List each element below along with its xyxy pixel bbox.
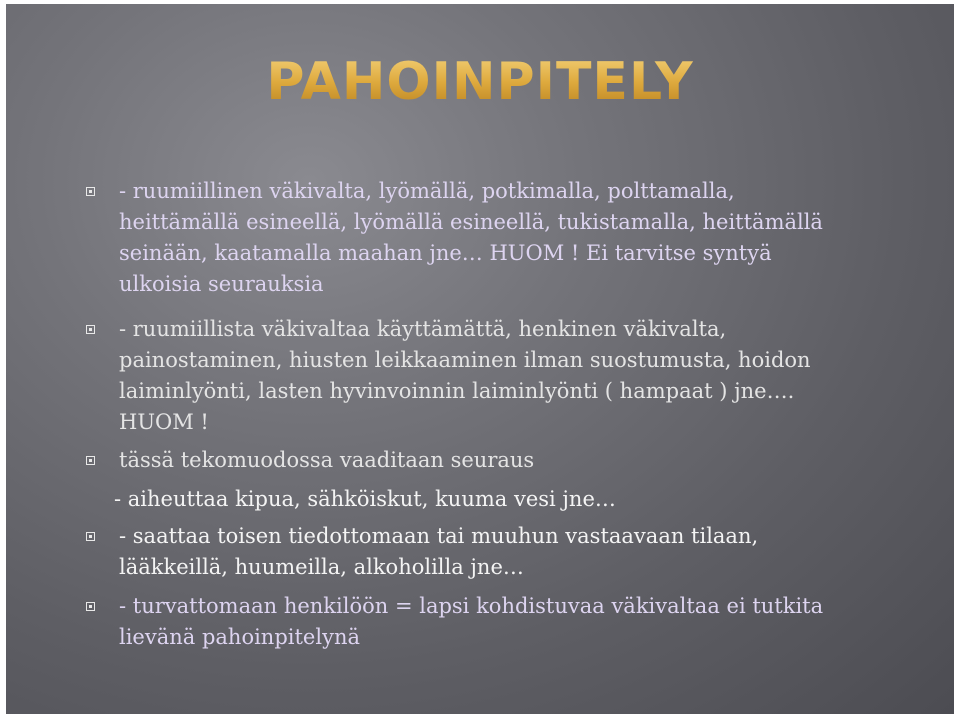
square-bullet-icon	[86, 602, 95, 611]
bullet-4-line-2: lääkkeillä, huumeilla, alkoholilla jne…	[119, 555, 524, 579]
bullet-1-line-1: - ruumiillinen väkivalta, lyömällä, potkimalla, polttamalla,	[119, 179, 735, 203]
bullet-5-line-1: - turvattomaan henkilöön = lapsi kohdistuvaa väkivaltaa ei tutkita	[119, 594, 824, 618]
square-bullet-icon	[86, 532, 95, 541]
bullet-3-line-1: tässä tekomuodossa vaaditaan seuraus	[119, 448, 535, 472]
square-bullet-icon	[86, 325, 95, 334]
slide-title: PAHOINPITELY	[6, 52, 954, 112]
bullet-5-line-2: lievänä pahoinpitelynä	[119, 625, 360, 649]
bullet-2-line-2: painostaminen, hiusten leikkaaminen ilman suostumusta, hoidon	[119, 348, 811, 372]
slide	[6, 4, 954, 714]
bullet-2-line-4: HUOM !	[119, 410, 209, 434]
sub-item-line-1: - aiheuttaa kipua, sähköiskut, kuuma vesi jne…	[114, 487, 616, 511]
bullet-1-line-4: ulkoisia seurauksia	[119, 272, 324, 296]
bullet-2-line-1: - ruumiillista väkivaltaa käyttämättä, henkinen väkivalta,	[119, 317, 727, 341]
bullet-1-line-3: seinään, kaatamalla maahan jne… HUOM ! Ei tarvitse syntyä	[119, 241, 772, 265]
square-bullet-icon	[86, 187, 95, 196]
bullet-4-line-1: - saattaa toisen tiedottomaan tai muuhun vastaavaan tilaan,	[119, 524, 759, 548]
square-bullet-icon	[86, 456, 95, 465]
bullet-2-line-3: laiminlyönti, lasten hyvinvoinnin laiminlyönti ( hampaat ) jne….	[119, 379, 795, 403]
bullet-1-line-2: heittämällä esineellä, lyömällä esineellä, tukistamalla, heittämällä	[119, 210, 823, 234]
bullet-list	[6, 4, 954, 714]
